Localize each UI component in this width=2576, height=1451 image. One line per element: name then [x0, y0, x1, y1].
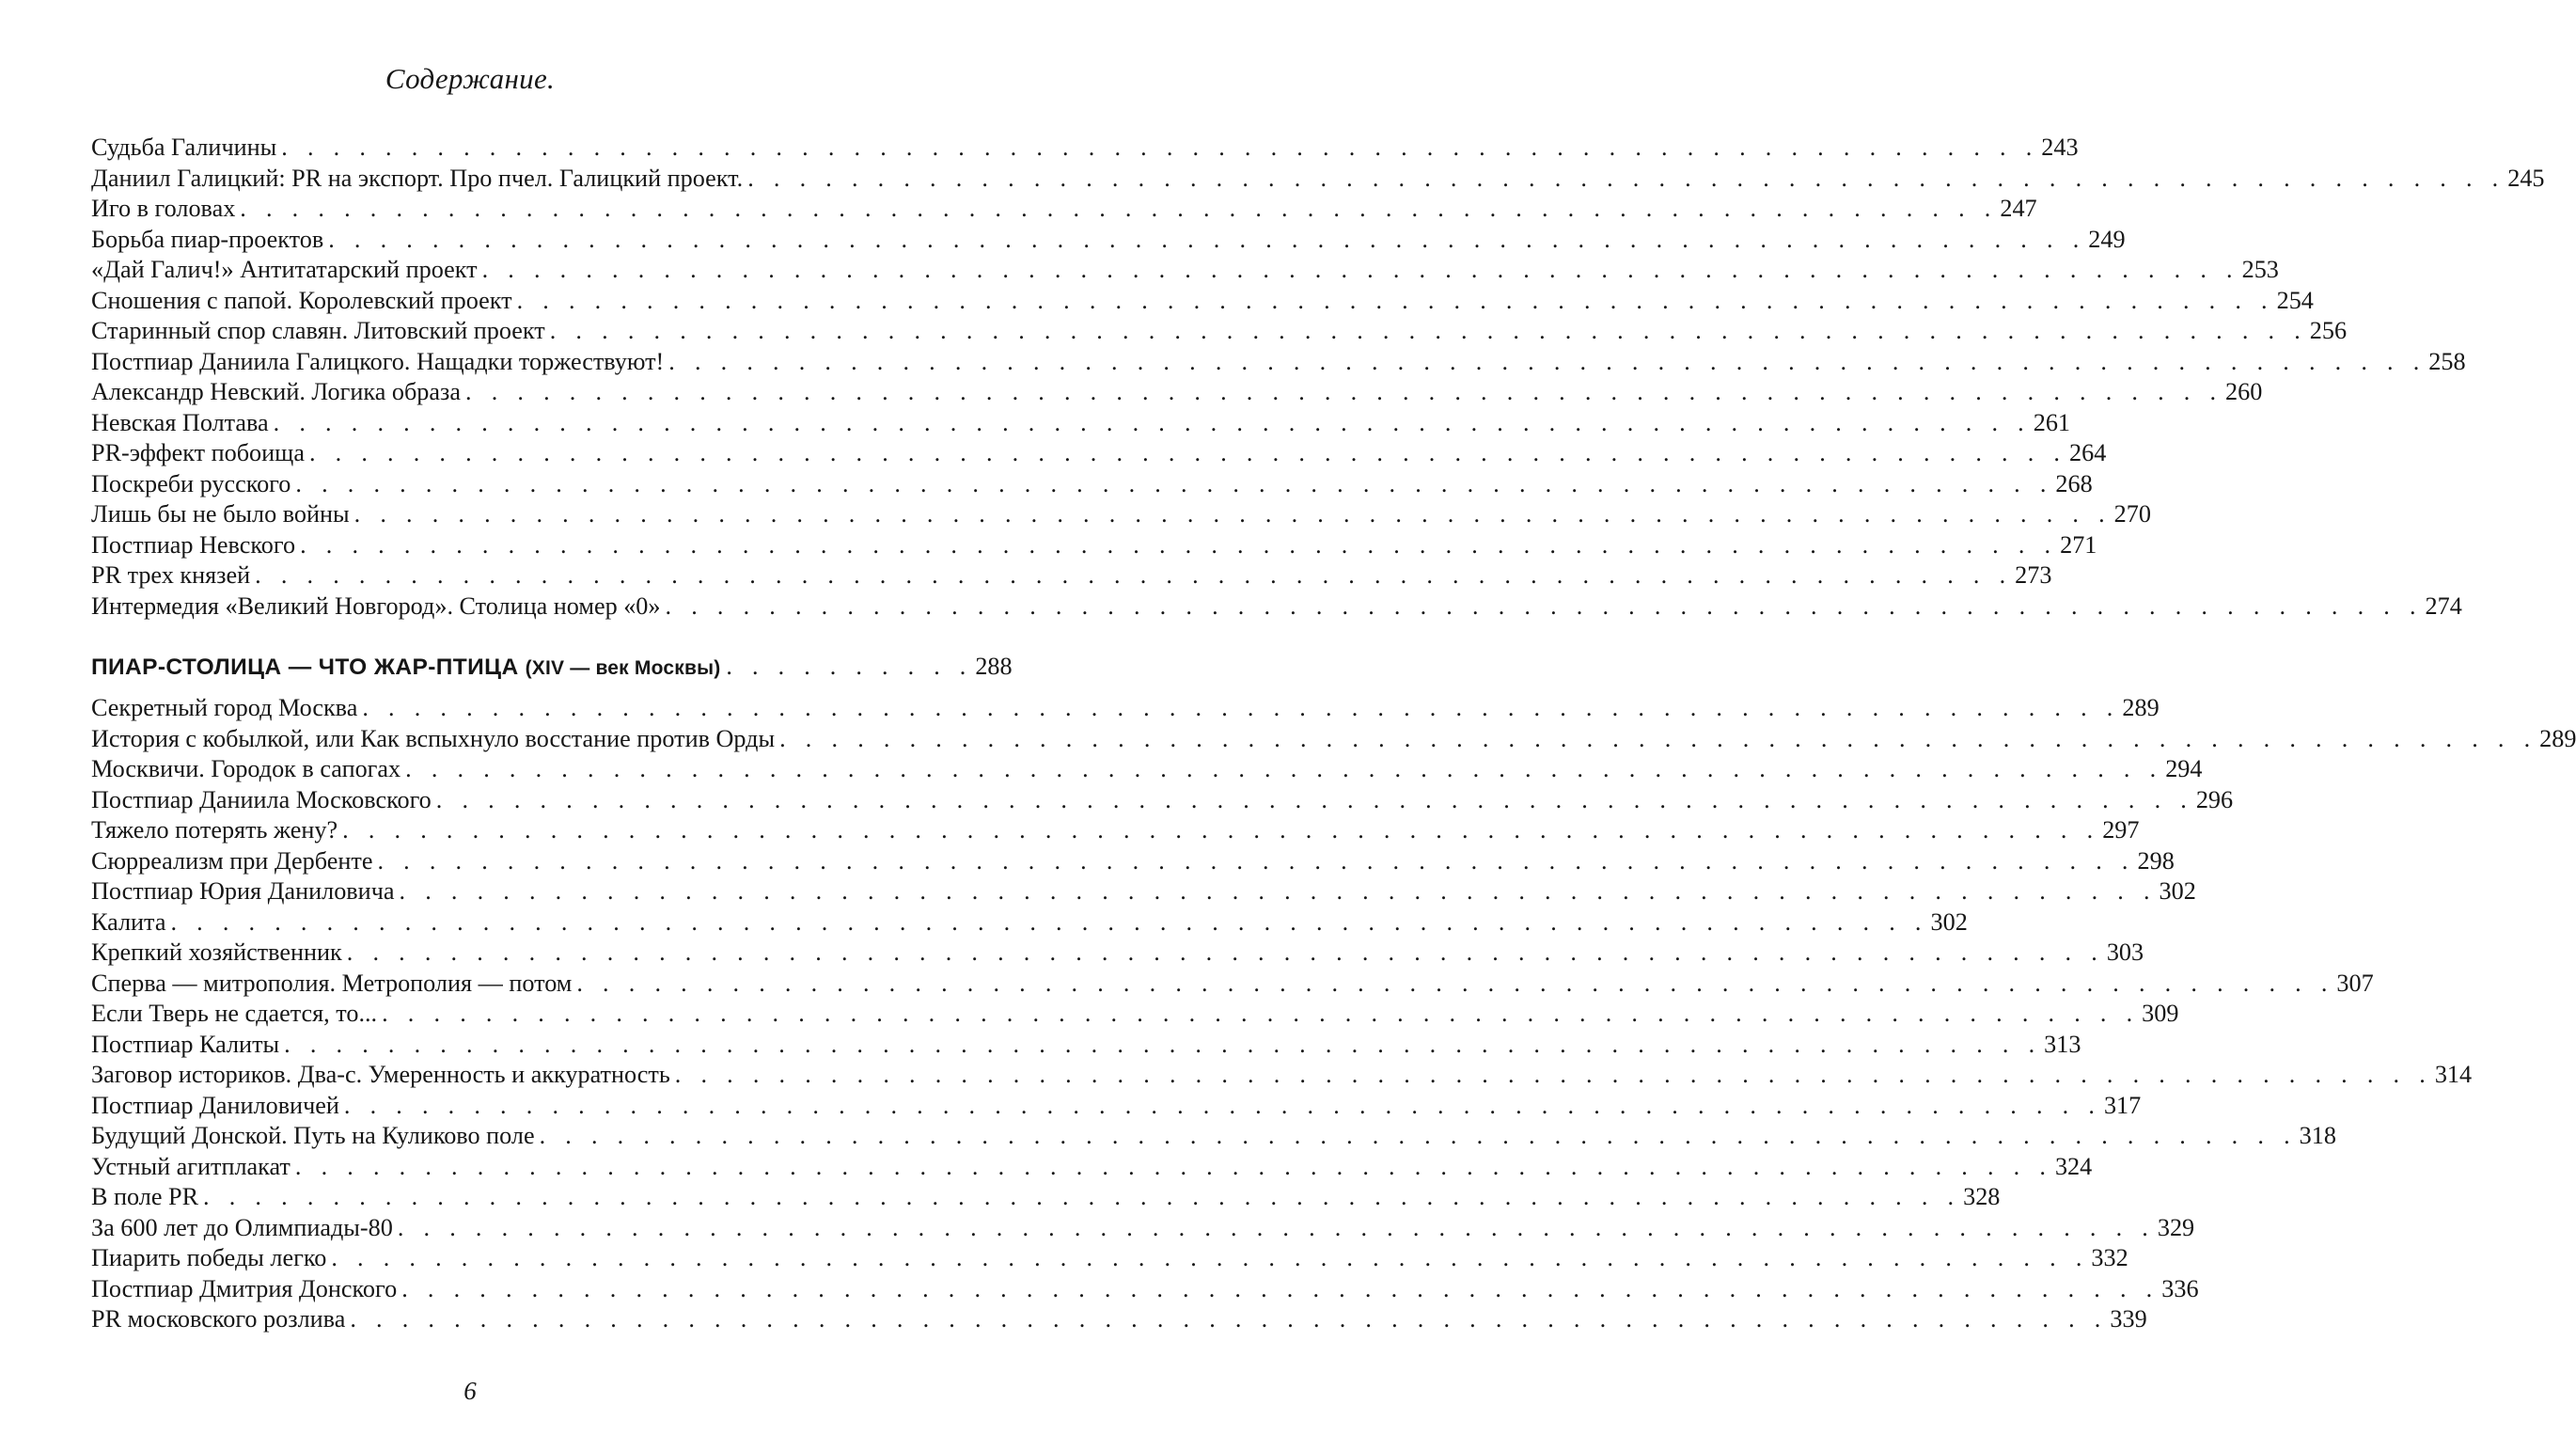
toc-entry: [91, 1274, 2199, 1305]
toc-entry: [91, 1060, 2473, 1091]
dot-leader: [664, 347, 2427, 378]
toc-entry-page: 328: [1963, 1183, 2001, 1210]
toc-entry-page: 309: [2142, 1000, 2179, 1027]
dot-leader: [339, 1091, 2103, 1122]
dot-leader: [250, 560, 2014, 591]
toc-entry-page: 261: [2033, 408, 2070, 436]
toc-entry: [91, 1304, 2147, 1335]
toc-entry-page: 245: [2507, 164, 2545, 192]
toc-entry-page: 268: [2055, 469, 2093, 497]
dot-leader: [661, 591, 2425, 623]
toc-entry: [91, 815, 2140, 846]
toc-entry: [91, 408, 2070, 439]
dot-leader: [572, 969, 2335, 1000]
toc-entry-title: Заговор историков. Два-с. Умеренность и аккуратность: [91, 1061, 670, 1088]
dot-leader: [342, 938, 2106, 969]
dot-leader: [461, 377, 2224, 408]
toc-entry-page: 336: [2161, 1274, 2199, 1302]
toc-entry-page: 256: [2309, 317, 2348, 344]
toc-entry-title: Крепкий хозяйственник: [91, 938, 342, 966]
toc-entry: [91, 347, 2466, 378]
dot-leader: [743, 164, 2506, 195]
toc-entry-page: 307: [2336, 969, 2374, 997]
toc-entry: [91, 785, 2234, 816]
toc-list-part2: [91, 693, 2576, 1335]
dot-leader: [326, 1243, 2090, 1274]
section-title-main: ПИАР-СТОЛИЦА — ЧТО ЖАР-ПТИЦА: [91, 655, 519, 680]
toc-entry-page: 254: [2276, 286, 2314, 314]
dot-leader: [357, 693, 2121, 724]
toc-entry-page: 317: [2103, 1091, 2142, 1119]
dot-leader: [350, 499, 2113, 530]
toc-entry-title: Пиарить победы легко: [91, 1244, 327, 1271]
dot-leader: [338, 815, 2101, 846]
toc-entry-page: 274: [2425, 591, 2462, 620]
toc-entry: [91, 1121, 2336, 1152]
toc-entry-title: Постпиар Даниила Московского: [91, 785, 432, 813]
toc-entry-page: 324: [2054, 1152, 2093, 1180]
toc-entry-page: 294: [2165, 755, 2203, 782]
dot-leader: [395, 876, 2159, 907]
toc-entry-title: PR-эффект побоища: [91, 439, 305, 466]
toc-entry-page: 258: [2428, 347, 2466, 375]
dot-leader: [276, 133, 2040, 164]
toc-entry-title: История с кобылкой, или Как вспыхнуло восстание против Орды: [91, 724, 776, 752]
toc-entry-title: Секретный город Москва: [91, 694, 358, 721]
toc-entry-page: 264: [2069, 439, 2107, 466]
toc-entry: [91, 286, 2314, 317]
toc-entry: [91, 225, 2126, 256]
toc-entry-title: Сношения с папой. Королевский проект: [91, 286, 512, 314]
toc-entry-title: Даниил Галицкий: PR на экспорт. Про пчел. Галицкий проект.: [91, 164, 744, 192]
toc-entry-title: Судьба Галичины: [91, 134, 277, 161]
toc-entry: [91, 560, 2052, 591]
toc-entry: [91, 693, 2160, 724]
toc-entry-title: Калита: [91, 907, 166, 936]
dot-leader: [291, 469, 2054, 500]
page-number: 6: [463, 1377, 477, 1405]
toc-entry: [91, 999, 2179, 1030]
section-entry: [91, 650, 1013, 684]
toc-entry: [91, 876, 2196, 907]
toc-entry: [91, 1152, 2093, 1183]
section-title: [91, 651, 720, 686]
dot-leader: [323, 225, 2087, 256]
toc-entry-title: Постпиар Юрия Даниловича: [91, 877, 395, 905]
dot-leader: [720, 650, 974, 684]
toc-entry-page: 247: [2000, 195, 2037, 222]
toc-entry-title: Постпиар Невского: [91, 530, 296, 559]
toc-entry-page: 273: [2015, 561, 2052, 589]
toc-entry: [91, 133, 2079, 164]
toc-entry-title: Постпиар Даниловичей: [91, 1091, 339, 1119]
dot-leader: [291, 1152, 2054, 1183]
dot-leader: [345, 1304, 2109, 1335]
toc-entry-title: «Дай Галич!» Антитатарский проект: [91, 256, 478, 283]
toc-entry: [91, 499, 2151, 530]
dot-leader: [397, 1274, 2160, 1305]
toc-entry-page: 313: [2044, 1030, 2081, 1058]
toc-entry-title: Александр Невский. Логика образа: [91, 378, 461, 405]
dot-leader: [372, 846, 2136, 877]
toc-entry-title: Невская Полтава: [91, 408, 269, 436]
toc-entry-title: В поле PR: [91, 1183, 199, 1210]
toc-entry-page: 314: [2434, 1061, 2473, 1088]
toc-entry-page: 296: [2195, 785, 2234, 813]
toc-entry-page: 339: [2110, 1305, 2147, 1333]
toc-entry: [91, 1030, 2081, 1061]
dot-leader: [545, 316, 2309, 347]
toc-entry: [91, 1182, 2001, 1213]
dot-leader: [775, 724, 2538, 755]
dot-leader: [670, 1060, 2434, 1091]
toc-entry: [91, 846, 2175, 877]
toc-entry-title: Поскреби русского: [91, 469, 291, 497]
toc-entry-page: 302: [1930, 907, 1968, 936]
toc-entry: [91, 164, 2545, 195]
toc-entry: [91, 1213, 2195, 1244]
toc-entry-title: PR трех князей: [91, 561, 251, 589]
dot-leader: [401, 754, 2164, 785]
toc-entry-page: 253: [2241, 256, 2279, 283]
toc-entry: [91, 724, 2576, 755]
section-title-sub: (XIV — век Москвы): [525, 657, 721, 679]
toc-entry: [91, 1243, 2128, 1274]
toc-entry: [91, 530, 2097, 561]
toc-entry-page: 303: [2106, 938, 2144, 966]
toc-entry-title: Сперва — митрополия. Метрополия — потом: [91, 969, 573, 997]
toc-list-part1: [91, 133, 2545, 622]
section-page: 288: [975, 653, 1013, 680]
toc-entry-title: Старинный спор славян. Литовский проект: [91, 317, 545, 344]
dot-leader: [165, 907, 1929, 938]
dot-leader: [432, 785, 2195, 816]
toc-entry: [91, 1091, 2142, 1122]
toc-entry-title: Если Тверь не сдается, то...: [91, 1000, 378, 1027]
toc-entry-page: 243: [2041, 134, 2079, 161]
toc-entry-page: 271: [2060, 530, 2097, 559]
toc-entry: [91, 316, 2348, 347]
toc-entry-page: 260: [2225, 378, 2263, 405]
toc-entry: [91, 438, 2107, 469]
toc-entry-page: 270: [2113, 500, 2151, 528]
toc-entry-page: 249: [2088, 225, 2126, 253]
dot-leader: [279, 1030, 2043, 1061]
page-title: Содержание.: [385, 62, 556, 95]
toc-entry-page: 297: [2102, 816, 2140, 844]
dot-leader: [198, 1182, 1962, 1213]
toc-entry-page: 329: [2157, 1213, 2195, 1241]
toc-entry-page: 302: [2159, 877, 2196, 905]
dot-leader: [535, 1121, 2299, 1152]
toc-entry-page: 332: [2091, 1244, 2128, 1271]
dot-leader: [377, 999, 2141, 1030]
toc-entry: [91, 591, 2462, 623]
toc-entry: [91, 907, 1968, 938]
toc-entry-title: Будущий Донской. Путь на Куликово поле: [91, 1122, 535, 1149]
toc-entry-title: Иго в головах: [91, 195, 236, 222]
toc-entry: [91, 938, 2144, 969]
toc-entry-title: Постпиар Даниила Галицкого. Нащадки торжествуют!: [91, 347, 665, 375]
toc-entry-title: Борьба пиар-проектов: [91, 225, 324, 253]
toc-entry-page: 318: [2299, 1122, 2336, 1149]
toc-entry-title: Постпиар Калиты: [91, 1030, 280, 1058]
toc-section-heading: [91, 650, 1013, 684]
toc-entry-title: Постпиар Дмитрия Донского: [91, 1274, 398, 1302]
toc-entry-page: 289: [2539, 724, 2576, 752]
toc-entry: [91, 754, 2203, 785]
toc-entry-title: Москвичи. Городок в сапогах: [91, 755, 401, 782]
toc-entry: [91, 469, 2093, 500]
toc-entry-page: 298: [2137, 846, 2175, 875]
toc-entry-page: 289: [2122, 694, 2160, 721]
toc-entry-title: Лишь бы не было войны: [91, 500, 350, 528]
toc-entry-title: За 600 лет до Олимпиады-80: [91, 1213, 393, 1241]
dot-leader: [478, 255, 2241, 286]
dot-leader: [512, 286, 2276, 317]
dot-leader: [269, 408, 2033, 439]
toc-entry-title: PR московского розлива: [91, 1305, 346, 1333]
toc-entry-title: Сюрреализм при Дербенте: [91, 846, 373, 875]
dot-leader: [305, 438, 2068, 469]
toc-entry-title: Тяжело потерять жену?: [91, 816, 338, 844]
dot-leader: [295, 530, 2059, 561]
toc-entry-title: Устный агитплакат: [91, 1152, 291, 1180]
dot-leader: [393, 1213, 2157, 1244]
toc-entry: [91, 194, 2037, 225]
toc-entry-title: Интермедия «Великий Новгород». Столица номер «0»: [91, 591, 661, 620]
dot-leader: [235, 194, 1999, 225]
toc-entry: [91, 377, 2263, 408]
toc-entry: [91, 255, 2279, 286]
toc-entry: [91, 969, 2374, 1000]
